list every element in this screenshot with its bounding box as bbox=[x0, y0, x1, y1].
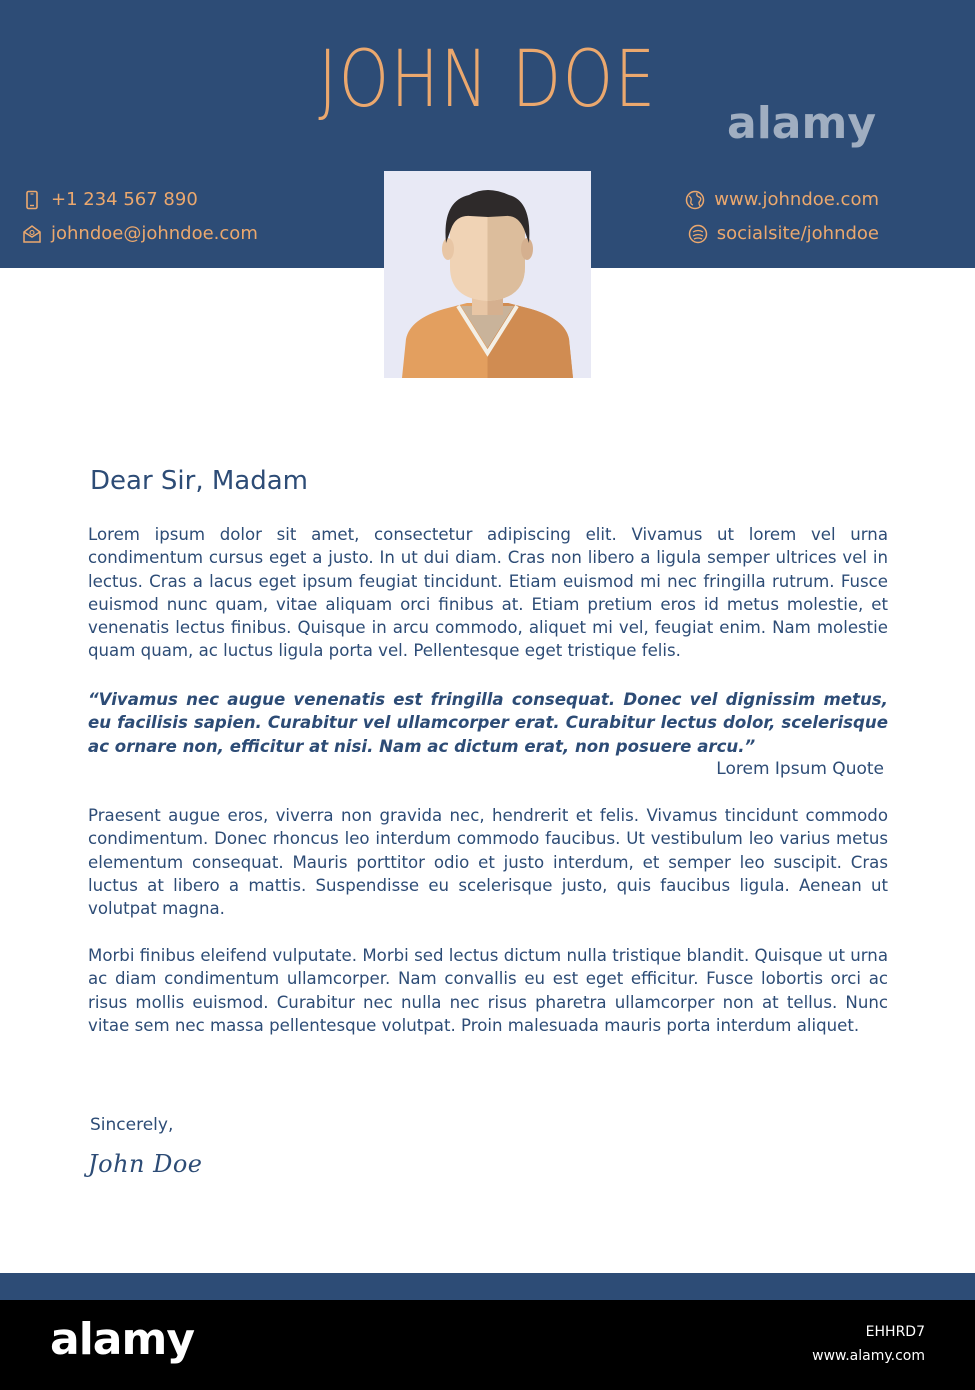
stock-url: www.alamy.com bbox=[812, 1348, 925, 1364]
letter-greeting: Dear Sir, Madam bbox=[90, 466, 308, 496]
watermark-logo: alamy bbox=[727, 98, 876, 149]
email-text: johndoe@johndoe.com bbox=[51, 223, 258, 244]
letter-paragraph-2: Praesent augue eros, viverra non gravida nec, hendrerit et felis. Vivamus tincidunt commodo condimentum. Donec rhoncus leo interdum commodo faucibus. Ut vestibulum leo varius metus elementum consequat. Mauris porttitor odio et justo interdum, et semper leo suscipit. Cras luctus at libero a mattis. Suspendisse eu scelerisque justo, quis faucibus ligula. Aenean ut volutpat magna. bbox=[88, 806, 888, 919]
letter-closing: Sincerely, bbox=[90, 1115, 174, 1135]
letter-paragraph-1: Lorem ipsum dolor sit amet, consectetur adipiscing elit. Vivamus ut lorem vel urna condimentum cursus eget a justo. In ut dui diam. Cras non libero a ligula semper ultrices vel in lectus. Cras a lacus eget ipsum feugiat tincidunt. Etiam euismod mi nec fringilla rutrum. Fusce euismod nunc quam, vitae aliquam orci finibus at. Etiam pretium eros id metus molestie, et venenatis lectus finibus. Quisque in arcu commodo, aliquet mi vel, feugiat enim. Nam molestie quam quam, ac luctus ligula porta vel. Pellentesque eget tristique felis. bbox=[88, 525, 888, 661]
applicant-name: JOHN DOE bbox=[318, 35, 657, 125]
globe-icon bbox=[685, 190, 705, 210]
profile-photo bbox=[384, 171, 591, 378]
letter-quote: “Vivamus nec augue venenatis est fringilla consequat. Donec vel dignissim metus, eu facilisis sapien. Curabitur vel ullamcorper erat. Curabitur lectus dolor, scelerisque ac ornare non, efficitur at nisi. Nam ac dictum erat, non posuere arcu.” bbox=[88, 690, 888, 756]
stock-image-id: EHHRD7 bbox=[865, 1324, 925, 1340]
social-text: socialsite/johndoe bbox=[716, 223, 879, 244]
letter-paragraph-3: Morbi finibus eleifend vulputate. Morbi sed lectus dictum nulla tristique blandit. Quisque ut urna ac diam condimentum ullamcorper. Nam convallis eu est eget efficitur. Fusce lobortis orci ac risus mollis euismod. Curabitur nec nulla nec risus pharetra ullamcorper non at tellus. Nunc vitae sem nec massa pellentesque volutpat. Proin malesuada mauris porta interdum aliquet. bbox=[88, 946, 888, 1035]
avatar bbox=[384, 171, 591, 378]
quote-source: Lorem Ipsum Quote bbox=[716, 759, 884, 779]
email-icon bbox=[22, 224, 42, 244]
footer-band bbox=[0, 1273, 975, 1300]
contact-social bbox=[688, 223, 879, 244]
contact-website bbox=[685, 189, 879, 210]
website-text: www.johndoe.com bbox=[714, 189, 879, 210]
signature: John Doe bbox=[88, 1150, 203, 1178]
stock-logo: alamy bbox=[50, 1314, 194, 1365]
contact-email bbox=[22, 223, 258, 244]
phone-text: +1 234 567 890 bbox=[51, 189, 198, 210]
social-icon bbox=[688, 224, 708, 244]
contact-phone bbox=[22, 189, 198, 210]
phone-icon bbox=[22, 190, 42, 210]
